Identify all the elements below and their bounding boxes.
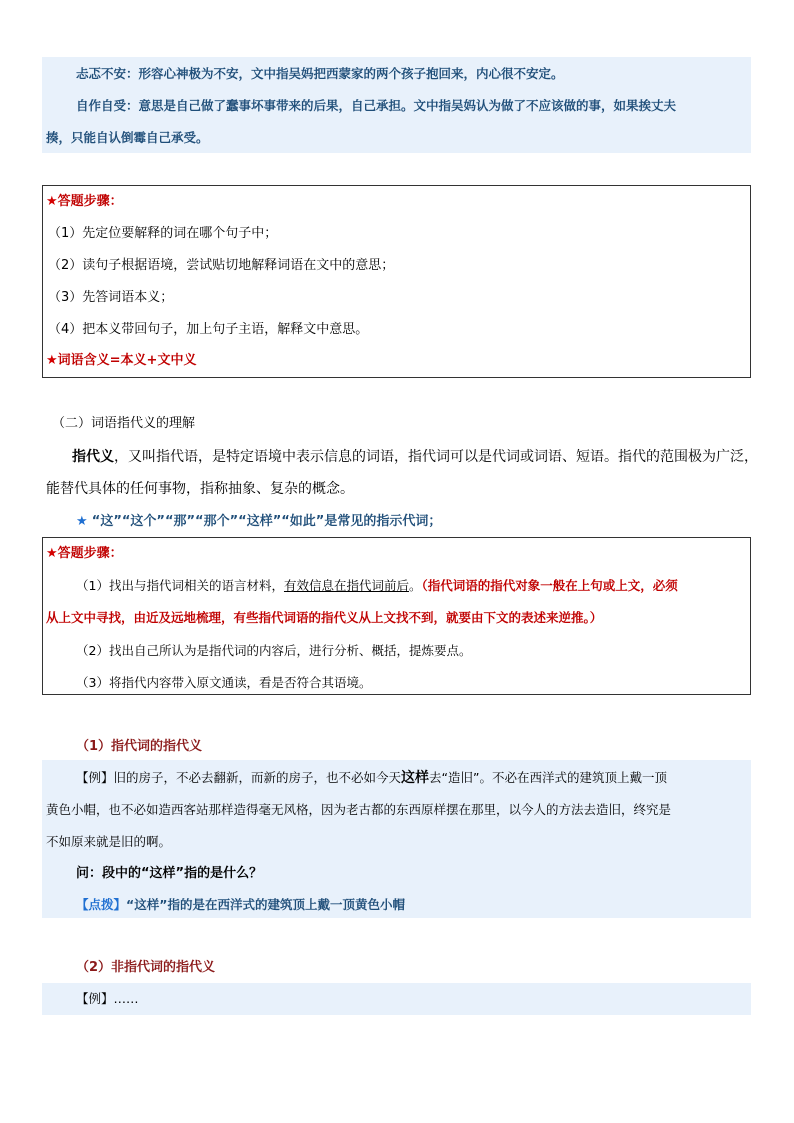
step-1: （1）先定位要解释的词在哪个句子中； xyxy=(48,226,278,241)
example-line-2: 黄色小帽，也不必如造西客站那样造得毫无风格，因为老古都的东西原样摆在那里，以今人的方法去造旧，终究是 xyxy=(46,802,672,817)
step2-1: （1）找出与指代词相关的语言材料，有效信息在指代词前后。（指代词语的指代对象一般在上句或上文，必须 xyxy=(76,578,678,593)
example-block-2 xyxy=(42,983,751,1015)
step2-1-continued: 从上文中寻找，由近及远地梳理，有些指代词语的指代义从上文找不到，就要由下文的表述来逆推。） xyxy=(46,610,603,625)
step2-2: （2）找出自己所认为是指代词的内容后，进行分析、概括，提炼要点。 xyxy=(76,643,472,658)
section-heading: （二）词语指代义的理解 xyxy=(52,416,196,431)
formula: ★词语含义=本义+文中义 xyxy=(46,353,197,368)
subsection-2-heading: （2）非指代词的指代义 xyxy=(76,960,216,975)
definition-line-1: 忐忑不安：形容心神极为不安，文中指吴妈把西蒙家的两个孩子抱回来，内心很不安定。 xyxy=(76,66,564,81)
definition-line-3: 揍，只能自认倒霉自己承受。 xyxy=(46,130,209,145)
answer: 【点拨】“这样”指的是在西洋式的建筑顶上戴一顶黄色小帽 xyxy=(76,897,405,912)
section-paragraph-line-1: 指代义，又叫指代语，是特定语境中表示信息的词语，指代词可以是代词或词语、短语。指代的范围极为广泛， xyxy=(72,449,758,465)
question: 问：段中的“这样”指的是什么？ xyxy=(76,866,263,881)
step-2: （2）读句子根据语境，尝试贴切地解释词语在文中的意思； xyxy=(48,258,395,273)
example-line-1: 【例】旧的房子，不必去翻新，而新的房子，也不必如今天这样去“造旧”。不必在西洋式的建筑顶上戴一顶 xyxy=(76,770,667,786)
subsection-1-heading: （1）指代词的指代义 xyxy=(76,739,203,754)
step-3: （3）先答词语本义； xyxy=(48,290,174,305)
answer-steps-box-1 xyxy=(42,185,751,378)
underlined-hint: 有效信息在指代词前后 xyxy=(283,578,409,593)
step2-3: （3）将指代内容带入原文通读，看是否符合其语境。 xyxy=(76,675,372,690)
star-icon: ★ xyxy=(46,353,58,368)
term: 指代义 xyxy=(72,449,114,465)
star-icon: ★ xyxy=(46,194,58,209)
star-icon: ★ xyxy=(76,514,88,529)
star-icon: ★ xyxy=(46,546,58,561)
section-paragraph-line-2: 能替代具体的任何事物，指称抽象、复杂的概念。 xyxy=(46,481,354,497)
step-4: （4）把本义带回句子，加上句子主语，解释文中意思。 xyxy=(48,322,369,337)
example-line-3: 不如原来就是旧的啊。 xyxy=(46,834,172,849)
tip-line: ★ “这”“这个”“那”“那个”“这样”“如此”是常见的指示代词； xyxy=(76,514,442,529)
example-2: 【例】…… xyxy=(76,991,139,1006)
definition-line-2: 自作自受：意思是自己做了蠢事坏事带来的后果，自己承担。文中指吴妈认为做了不应该做的事，如果挨丈夫 xyxy=(76,98,677,113)
steps-title-1: ★答题步骤： xyxy=(46,194,123,209)
steps-title-2: ★答题步骤： xyxy=(46,546,123,561)
